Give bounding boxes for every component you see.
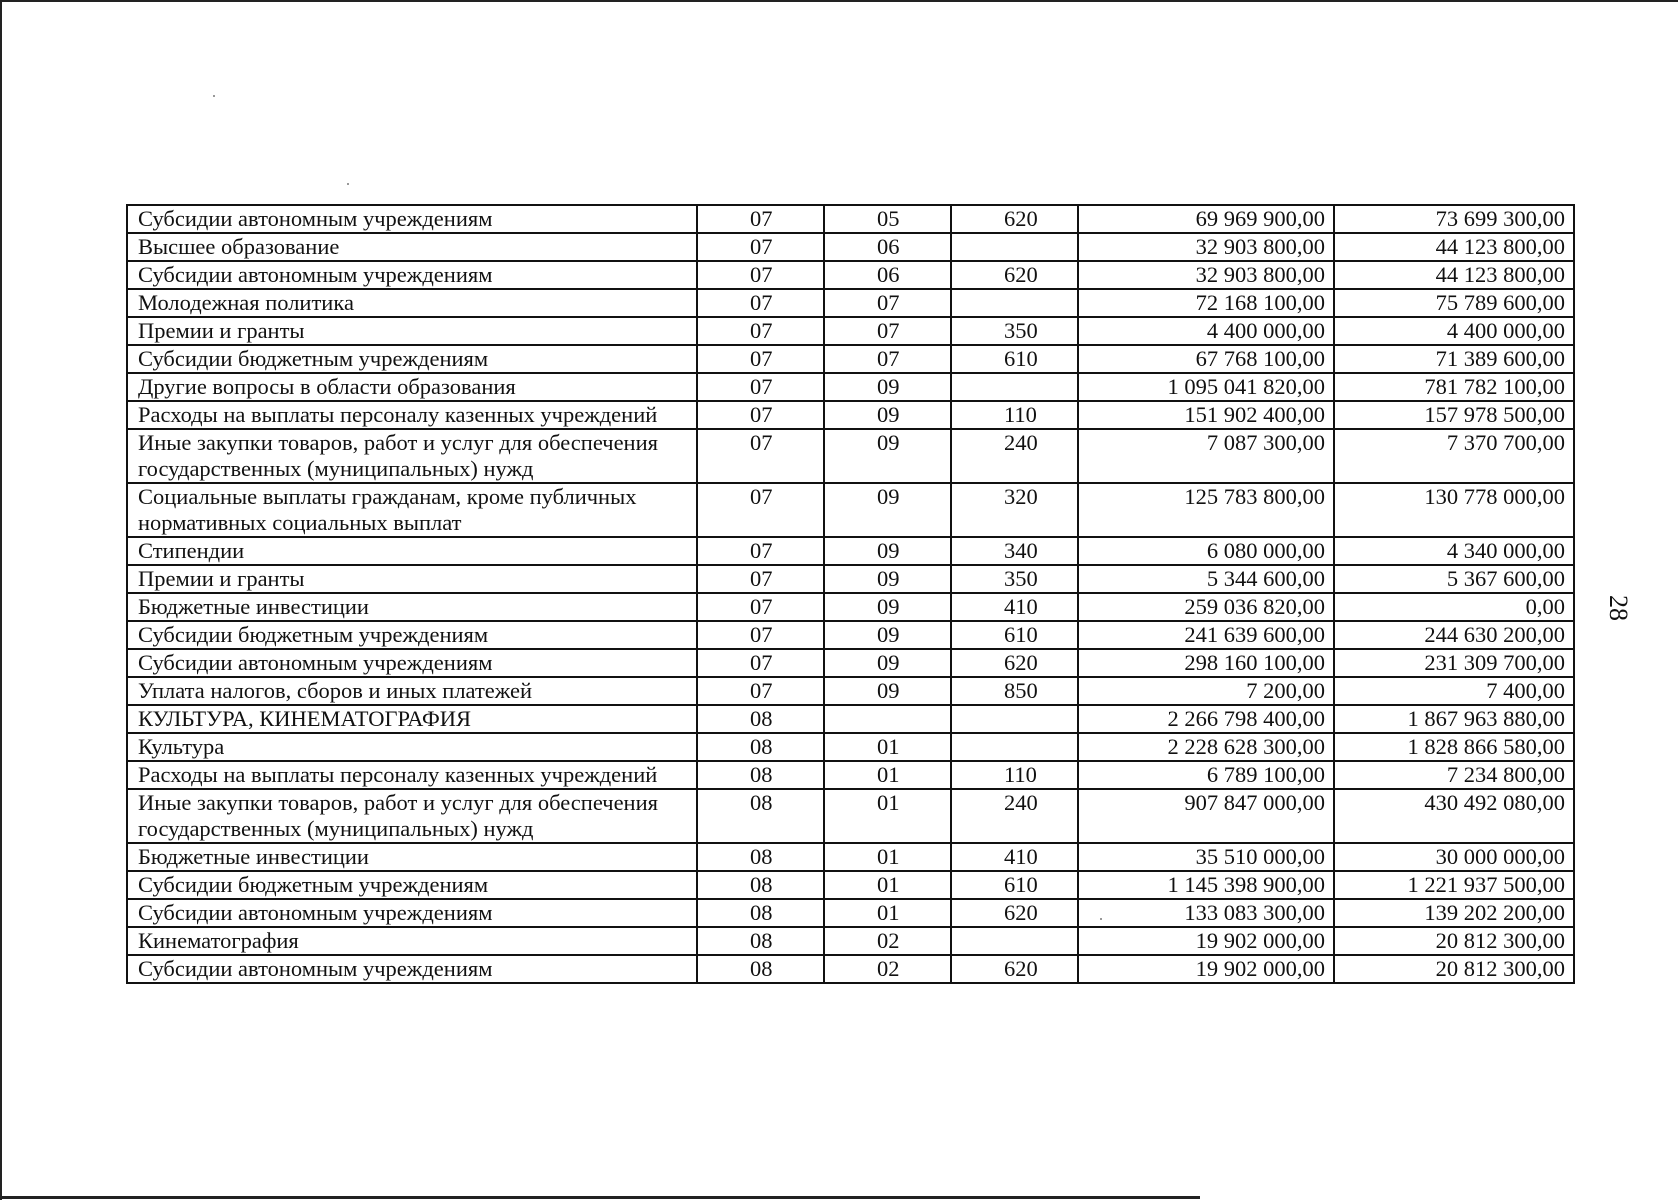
expense-type-code-cell: 620	[951, 205, 1078, 233]
expense-type-code-cell: 410	[951, 593, 1078, 621]
table-row	[127, 483, 1574, 537]
subsection-code-cell: 09	[824, 677, 951, 705]
expense-type-code-cell	[951, 733, 1078, 761]
scan-border-bottom	[0, 1196, 1200, 1199]
section-code-cell: 08	[697, 927, 824, 955]
section-code-cell: 07	[697, 345, 824, 373]
table-row	[127, 289, 1574, 317]
amount-year1-cell: 19 902 000,00	[1078, 927, 1334, 955]
section-code-cell: 08	[697, 761, 824, 789]
subsection-code-cell: 07	[824, 289, 951, 317]
amount-year1-cell: 2 228 628 300,00	[1078, 733, 1334, 761]
table-row	[127, 593, 1574, 621]
amount-year2-cell: 7 234 800,00	[1334, 761, 1574, 789]
table-row	[127, 649, 1574, 677]
expense-name-cell: Кинематография	[127, 927, 697, 955]
table-row	[127, 261, 1574, 289]
expense-name-cell: Иные закупки товаров, работ и услуг для обеспечения государственных (муниципальных) нужд	[127, 789, 697, 843]
table-row	[127, 927, 1574, 955]
amount-year2-cell: 0,00	[1334, 593, 1574, 621]
expense-name-cell: Расходы на выплаты персоналу казенных учреждений	[127, 761, 697, 789]
subsection-code-cell: 01	[824, 733, 951, 761]
expense-type-code-cell	[951, 927, 1078, 955]
table-row	[127, 871, 1574, 899]
expense-type-code-cell: 620	[951, 899, 1078, 927]
expense-type-code-cell: 110	[951, 401, 1078, 429]
expense-name-cell: Субсидии бюджетным учреждениям	[127, 345, 697, 373]
section-code-cell: 07	[697, 261, 824, 289]
expense-type-code-cell: 620	[951, 261, 1078, 289]
table-row	[127, 345, 1574, 373]
table-row	[127, 955, 1574, 983]
amount-year1-cell: 298 160 100,00	[1078, 649, 1334, 677]
amount-year1-cell: 907 847 000,00	[1078, 789, 1334, 843]
budget-table	[126, 204, 1575, 984]
amount-year1-cell: 35 510 000,00	[1078, 843, 1334, 871]
amount-year1-cell: 241 639 600,00	[1078, 621, 1334, 649]
table-row	[127, 537, 1574, 565]
table-row	[127, 429, 1574, 483]
amount-year1-cell: 32 903 800,00	[1078, 233, 1334, 261]
expense-type-code-cell: 350	[951, 317, 1078, 345]
expense-name-cell: Расходы на выплаты персоналу казенных учреждений	[127, 401, 697, 429]
scan-speck	[347, 183, 349, 185]
section-code-cell: 08	[697, 955, 824, 983]
subsection-code-cell: 09	[824, 537, 951, 565]
section-code-cell: 07	[697, 565, 824, 593]
amount-year1-cell: 2 266 798 400,00	[1078, 705, 1334, 733]
subsection-code-cell: 09	[824, 483, 951, 537]
amount-year2-cell: 781 782 100,00	[1334, 373, 1574, 401]
amount-year2-cell: 75 789 600,00	[1334, 289, 1574, 317]
expense-name-cell: Субсидии автономным учреждениям	[127, 899, 697, 927]
expense-type-code-cell: 620	[951, 649, 1078, 677]
expense-type-code-cell	[951, 289, 1078, 317]
amount-year1-cell: 259 036 820,00	[1078, 593, 1334, 621]
table-row	[127, 205, 1574, 233]
table-row	[127, 761, 1574, 789]
expense-name-cell: Бюджетные инвестиции	[127, 593, 697, 621]
amount-year2-cell: 44 123 800,00	[1334, 233, 1574, 261]
expense-type-code-cell: 410	[951, 843, 1078, 871]
table-row	[127, 373, 1574, 401]
amount-year2-cell: 20 812 300,00	[1334, 927, 1574, 955]
section-code-cell: 07	[697, 649, 824, 677]
subsection-code-cell: 06	[824, 233, 951, 261]
subsection-code-cell: 06	[824, 261, 951, 289]
section-code-cell: 07	[697, 205, 824, 233]
amount-year1-cell: 6 789 100,00	[1078, 761, 1334, 789]
subsection-code-cell: 01	[824, 789, 951, 843]
amount-year1-cell: 7 087 300,00	[1078, 429, 1334, 483]
section-code-cell: 07	[697, 401, 824, 429]
subsection-code-cell: 01	[824, 843, 951, 871]
amount-year2-cell: 4 400 000,00	[1334, 317, 1574, 345]
section-code-cell: 08	[697, 899, 824, 927]
table-row	[127, 705, 1574, 733]
amount-year2-cell: 5 367 600,00	[1334, 565, 1574, 593]
subsection-code-cell: 09	[824, 373, 951, 401]
table-row	[127, 317, 1574, 345]
subsection-code-cell: 09	[824, 649, 951, 677]
table-row	[127, 401, 1574, 429]
expense-type-code-cell: 350	[951, 565, 1078, 593]
subsection-code-cell: 09	[824, 429, 951, 483]
section-code-cell: 07	[697, 677, 824, 705]
table-row	[127, 733, 1574, 761]
expense-name-cell: Субсидии автономным учреждениям	[127, 261, 697, 289]
expense-type-code-cell: 110	[951, 761, 1078, 789]
expense-type-code-cell	[951, 705, 1078, 733]
section-code-cell: 08	[697, 871, 824, 899]
subsection-code-cell: 09	[824, 621, 951, 649]
expense-name-cell: Другие вопросы в области образования	[127, 373, 697, 401]
expense-type-code-cell: 620	[951, 955, 1078, 983]
expense-name-cell: Субсидии автономным учреждениям	[127, 649, 697, 677]
amount-year2-cell: 430 492 080,00	[1334, 789, 1574, 843]
amount-year2-cell: 231 309 700,00	[1334, 649, 1574, 677]
expense-name-cell: Премии и гранты	[127, 317, 697, 345]
expense-name-cell: Субсидии автономным учреждениям	[127, 955, 697, 983]
expense-type-code-cell	[951, 233, 1078, 261]
expense-name-cell: Социальные выплаты гражданам, кроме публичных нормативных социальных выплат	[127, 483, 697, 537]
amount-year2-cell: 7 370 700,00	[1334, 429, 1574, 483]
expense-type-code-cell: 610	[951, 621, 1078, 649]
expense-name-cell: Бюджетные инвестиции	[127, 843, 697, 871]
subsection-code-cell: 02	[824, 955, 951, 983]
amount-year2-cell: 73 699 300,00	[1334, 205, 1574, 233]
amount-year1-cell: 67 768 100,00	[1078, 345, 1334, 373]
budget-table-body	[127, 205, 1574, 983]
section-code-cell: 08	[697, 843, 824, 871]
expense-type-code-cell: 850	[951, 677, 1078, 705]
expense-name-cell: Высшее образование	[127, 233, 697, 261]
amount-year2-cell: 139 202 200,00	[1334, 899, 1574, 927]
subsection-code-cell	[824, 705, 951, 733]
expense-name-cell: Культура	[127, 733, 697, 761]
subsection-code-cell: 09	[824, 593, 951, 621]
amount-year1-cell: 1 145 398 900,00	[1078, 871, 1334, 899]
expense-name-cell: Иные закупки товаров, работ и услуг для обеспечения государственных (муниципальных) нужд	[127, 429, 697, 483]
section-code-cell: 07	[697, 593, 824, 621]
subsection-code-cell: 09	[824, 401, 951, 429]
subsection-code-cell: 02	[824, 927, 951, 955]
amount-year1-cell: 32 903 800,00	[1078, 261, 1334, 289]
amount-year2-cell: 244 630 200,00	[1334, 621, 1574, 649]
scan-speck	[213, 95, 215, 97]
expense-type-code-cell: 320	[951, 483, 1078, 537]
subsection-code-cell: 05	[824, 205, 951, 233]
table-row	[127, 233, 1574, 261]
amount-year1-cell: 133 083 300,00	[1078, 899, 1334, 927]
expense-name-cell: Субсидии бюджетным учреждениям	[127, 621, 697, 649]
expense-type-code-cell: 240	[951, 789, 1078, 843]
expense-name-cell: Субсидии автономным учреждениям	[127, 205, 697, 233]
expense-type-code-cell: 240	[951, 429, 1078, 483]
amount-year1-cell: 6 080 000,00	[1078, 537, 1334, 565]
amount-year1-cell: 72 168 100,00	[1078, 289, 1334, 317]
expense-type-code-cell: 610	[951, 871, 1078, 899]
page-number: 28	[1604, 595, 1633, 621]
amount-year1-cell: 125 783 800,00	[1078, 483, 1334, 537]
section-code-cell: 07	[697, 233, 824, 261]
expense-type-code-cell: 610	[951, 345, 1078, 373]
expense-type-code-cell	[951, 373, 1078, 401]
section-code-cell: 07	[697, 289, 824, 317]
expense-name-cell: Премии и гранты	[127, 565, 697, 593]
section-code-cell: 07	[697, 621, 824, 649]
amount-year2-cell: 157 978 500,00	[1334, 401, 1574, 429]
subsection-code-cell: 01	[824, 871, 951, 899]
amount-year2-cell: 44 123 800,00	[1334, 261, 1574, 289]
subsection-code-cell: 09	[824, 565, 951, 593]
scan-border-left	[0, 0, 2, 1200]
subsection-code-cell: 07	[824, 345, 951, 373]
section-code-cell: 07	[697, 483, 824, 537]
section-code-cell: 08	[697, 733, 824, 761]
expense-name-cell: КУЛЬТУРА, КИНЕМАТОГРАФИЯ	[127, 705, 697, 733]
expense-type-code-cell: 340	[951, 537, 1078, 565]
expense-name-cell: Субсидии бюджетным учреждениям	[127, 871, 697, 899]
amount-year1-cell: 5 344 600,00	[1078, 565, 1334, 593]
amount-year2-cell: 71 389 600,00	[1334, 345, 1574, 373]
section-code-cell: 08	[697, 789, 824, 843]
section-code-cell: 07	[697, 317, 824, 345]
amount-year2-cell: 1 221 937 500,00	[1334, 871, 1574, 899]
amount-year2-cell: 130 778 000,00	[1334, 483, 1574, 537]
table-row	[127, 843, 1574, 871]
amount-year1-cell: 4 400 000,00	[1078, 317, 1334, 345]
amount-year2-cell: 30 000 000,00	[1334, 843, 1574, 871]
amount-year2-cell: 20 812 300,00	[1334, 955, 1574, 983]
expense-name-cell: Молодежная политика	[127, 289, 697, 317]
table-row	[127, 565, 1574, 593]
section-code-cell: 08	[697, 705, 824, 733]
subsection-code-cell: 01	[824, 761, 951, 789]
subsection-code-cell: 01	[824, 899, 951, 927]
amount-year2-cell: 7 400,00	[1334, 677, 1574, 705]
section-code-cell: 07	[697, 373, 824, 401]
expense-name-cell: Уплата налогов, сборов и иных платежей	[127, 677, 697, 705]
amount-year2-cell: 4 340 000,00	[1334, 537, 1574, 565]
table-row	[127, 621, 1574, 649]
scan-border-top	[0, 0, 1678, 2]
amount-year1-cell: 69 969 900,00	[1078, 205, 1334, 233]
table-row	[127, 677, 1574, 705]
table-row	[127, 789, 1574, 843]
amount-year1-cell: 19 902 000,00	[1078, 955, 1334, 983]
amount-year1-cell: 7 200,00	[1078, 677, 1334, 705]
section-code-cell: 07	[697, 537, 824, 565]
amount-year2-cell: 1 828 866 580,00	[1334, 733, 1574, 761]
amount-year1-cell: 151 902 400,00	[1078, 401, 1334, 429]
section-code-cell: 07	[697, 429, 824, 483]
amount-year2-cell: 1 867 963 880,00	[1334, 705, 1574, 733]
expense-name-cell: Стипендии	[127, 537, 697, 565]
amount-year1-cell: 1 095 041 820,00	[1078, 373, 1334, 401]
subsection-code-cell: 07	[824, 317, 951, 345]
table-row	[127, 899, 1574, 927]
